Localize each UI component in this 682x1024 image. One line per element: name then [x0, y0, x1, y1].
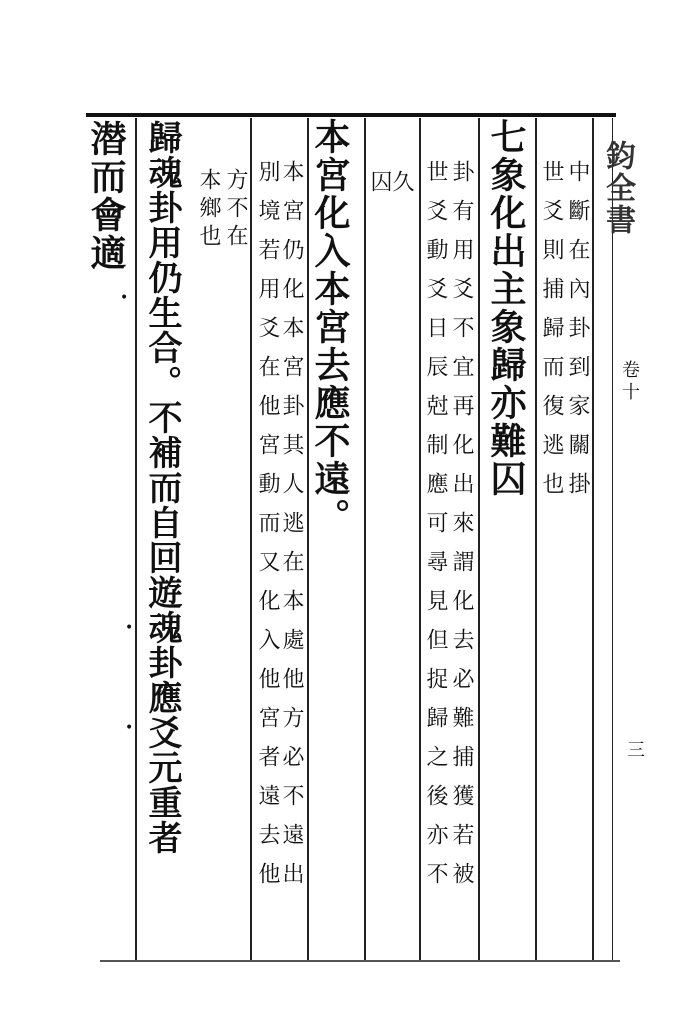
- text-column-11: 卦有用爻不宜再化出來謂化去必難捕獲若被: [449, 160, 474, 901]
- text-column-3: 本鄉也: [196, 168, 221, 252]
- text-column-15: 鈞全書: [600, 140, 635, 236]
- column-divider: [478, 118, 480, 960]
- ink-dot: •: [125, 720, 134, 736]
- top-frame-line: [86, 113, 616, 117]
- text-column-7: 本宮化入本宮去應不遠。: [309, 118, 351, 536]
- column-divider: [135, 118, 137, 960]
- text-column-5: 別境若用爻在他宮動而又化入他宮者遠去他: [255, 160, 280, 901]
- column-divider: [364, 118, 366, 960]
- column-divider: [250, 118, 252, 960]
- text-column-9: 囚: [367, 170, 392, 198]
- column-divider: [535, 118, 537, 960]
- text-column-10: 世爻動爻日辰尅制應可尋見但捉歸之後亦不: [423, 160, 448, 901]
- volume-mark: 卷十: [619, 360, 640, 404]
- text-column-6: 本宮仍化本宮卦其人逃在本處他方必不遠出: [279, 160, 304, 901]
- ink-dot: •: [120, 290, 129, 306]
- text-column-8: 久: [389, 170, 414, 198]
- text-column-4: 方不在: [223, 168, 248, 252]
- text-column-1: 潜而會適: [85, 120, 127, 272]
- column-divider: [592, 118, 594, 960]
- text-column-14: 中斷在內卦到家關掛: [565, 160, 590, 511]
- text-column-12: 七象化出主象歸亦難囚: [485, 118, 527, 498]
- text-column-13: 世爻則捕歸而復逃也: [539, 160, 564, 511]
- ink-dot: •: [125, 620, 134, 636]
- text-column-2: 歸魂卦用仍生合。不補而自回遊魂卦應爻元重者: [142, 120, 182, 855]
- column-divider: [612, 118, 613, 960]
- page-number-mark: 三: [624, 740, 645, 762]
- column-divider: [419, 118, 421, 960]
- bottom-frame-line: [100, 960, 620, 962]
